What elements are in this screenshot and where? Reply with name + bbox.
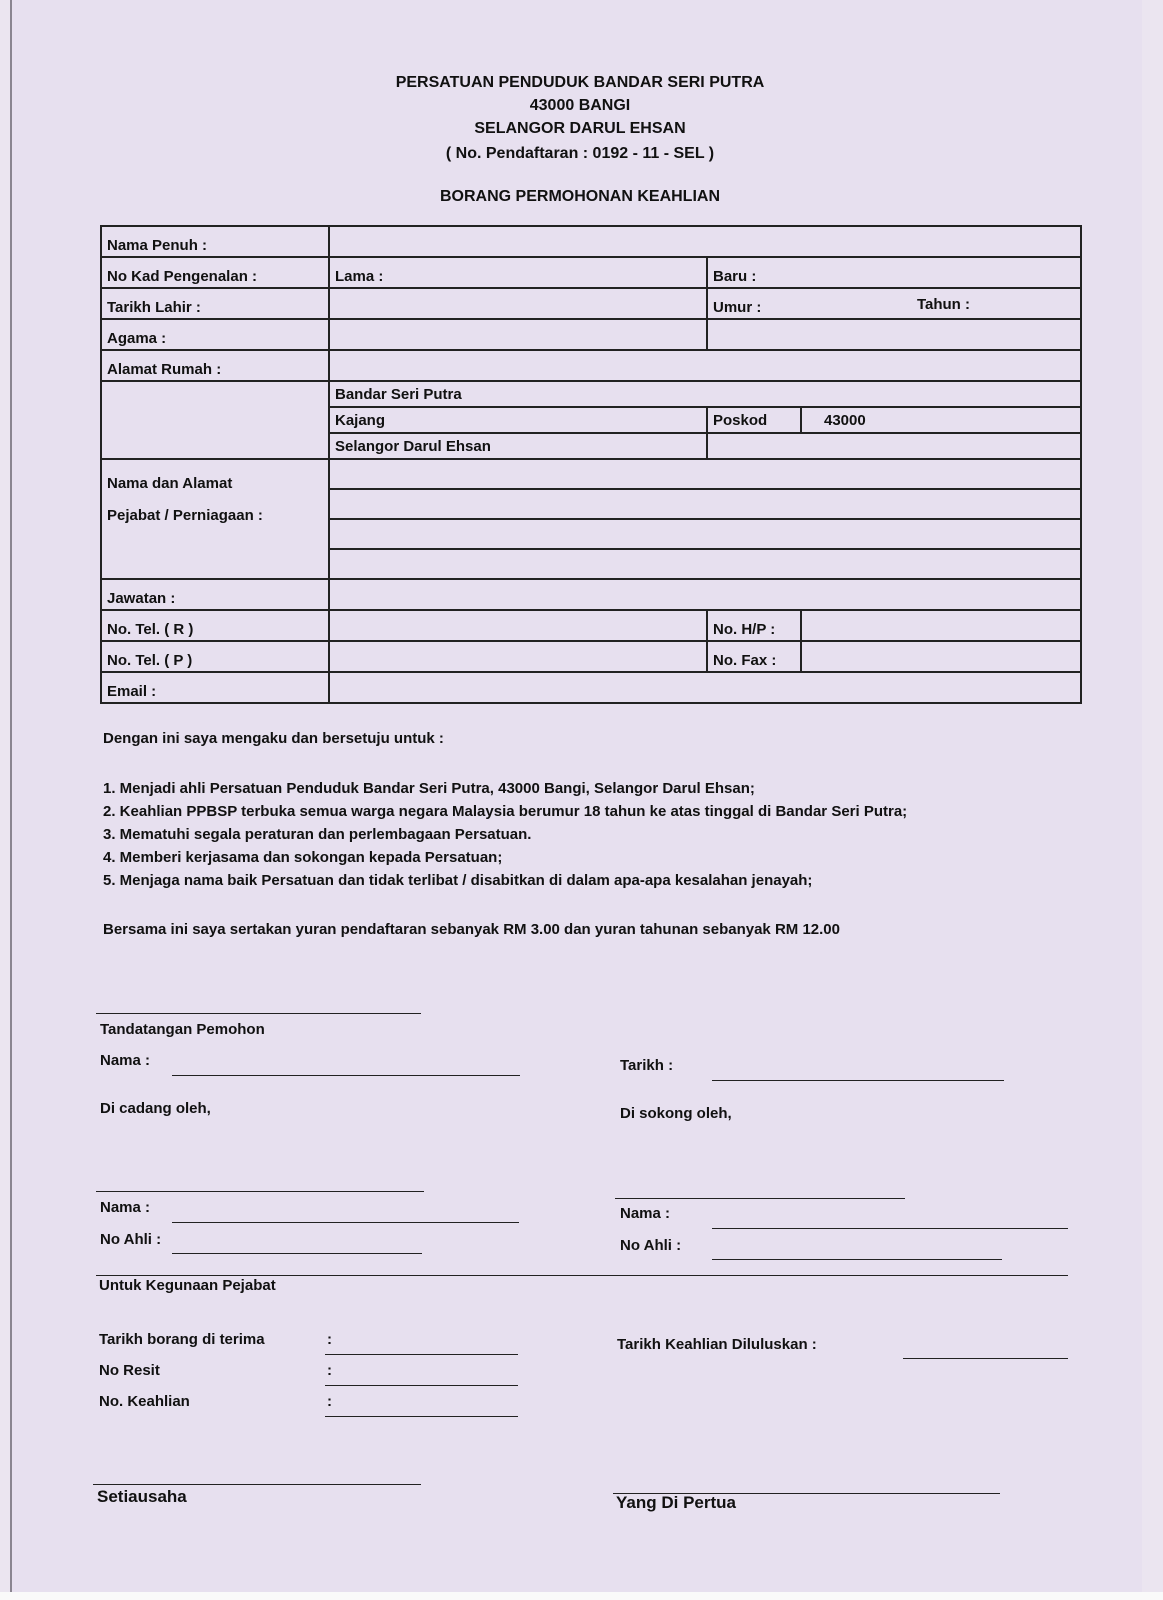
seconder-name-line[interactable] [712, 1228, 1068, 1229]
ic-label: No Kad Pengenalan : [101, 257, 329, 288]
row-home-address [101, 350, 1081, 381]
applicant-signature-label: Tandatangan Pemohon [100, 1021, 265, 1038]
tel-home-label: No. Tel. ( R ) [101, 610, 329, 641]
fee-statement: Bersama ini saya sertakan yuran pendaftaran sebanyak RM 3.00 dan yuran tahunan sebanyak RM 12.00 [103, 921, 840, 938]
registration-number: ( No. Pendaftaran : 0192 - 11 - SEL ) [445, 145, 715, 162]
proposer-name-label: Nama : [100, 1199, 151, 1216]
date-received-label: Tarikh borang di terima [99, 1331, 265, 1348]
seconder-member-no-line[interactable] [712, 1259, 1002, 1260]
years-label: Tahun : [916, 296, 970, 313]
religion-label: Agama : [101, 319, 329, 350]
office-address-field-3[interactable] [329, 519, 1081, 549]
office-address-field-4[interactable] [329, 549, 1081, 579]
age-label: Umur : [713, 299, 762, 316]
office-address-field-1[interactable] [329, 459, 1081, 489]
row-position [101, 579, 1081, 610]
office-address-label [101, 459, 329, 579]
dob-label: Tarikh Lahir : [101, 288, 329, 319]
row-full-name [101, 226, 1081, 257]
seconder-signature-line[interactable] [615, 1198, 905, 1199]
org-postcode-town: 43000 BANGI [529, 97, 631, 114]
applicant-name-label: Nama : [100, 1052, 151, 1069]
tel-home-field[interactable] [329, 610, 707, 641]
scan-edge [0, 1592, 1163, 1600]
proposer-member-no-line[interactable] [172, 1253, 422, 1254]
date-line[interactable] [712, 1080, 1004, 1081]
postcode-value: 43000 [801, 407, 1081, 433]
declaration-item: 4. Memberi kerjasama dan sokongan kepada Persatuan; [103, 849, 503, 866]
applicant-signature-line[interactable] [96, 1013, 421, 1014]
proposer-signature-line[interactable] [96, 1191, 424, 1192]
proposed-by-label: Di cadang oleh, [100, 1100, 211, 1117]
date-received-colon: : [327, 1331, 332, 1348]
form-title: BORANG PERMOHONAN KEAHLIAN [440, 188, 720, 205]
row-address-line-1 [101, 381, 1081, 407]
position-field[interactable] [329, 579, 1081, 610]
declaration-intro: Dengan ini saya mengaku dan bersetuju untuk : [103, 730, 444, 747]
seconded-by-label: Di sokong oleh, [620, 1105, 732, 1122]
office-use-title: Untuk Kegunaan Pejabat [99, 1277, 276, 1294]
approval-date-label: Tarikh Keahlian Diluluskan : [617, 1336, 817, 1353]
full-name-field[interactable] [329, 226, 1081, 257]
approval-date-line[interactable] [903, 1358, 1068, 1359]
secretary-signature-line[interactable] [93, 1484, 421, 1485]
office-use-divider [96, 1275, 1068, 1276]
address-label-spacer [101, 381, 329, 459]
office-address-label-line-1: Nama dan Alamat [107, 475, 233, 492]
receipt-no-colon: : [327, 1362, 332, 1379]
date-received-line[interactable] [325, 1354, 518, 1355]
ic-old-label: Lama : [335, 268, 384, 285]
handphone-field[interactable] [801, 610, 1081, 641]
date-label: Tarikh : [620, 1057, 674, 1074]
row-office-address-1 [101, 459, 1081, 489]
address-line-3: Selangor Darul Ehsan [329, 433, 707, 459]
receipt-no-line[interactable] [325, 1385, 518, 1386]
secretary-label: Setiausaha [97, 1487, 187, 1506]
home-address-label: Alamat Rumah : [101, 350, 329, 381]
address-line-2: Kajang [329, 407, 707, 433]
tel-office-label: No. Tel. ( P ) [101, 641, 329, 672]
home-address-field[interactable] [329, 350, 1081, 381]
declaration-item: 5. Menjaga nama baik Persatuan dan tidak terlibat / disabitkan di dalam apa-apa kesalahan jenayah; [103, 872, 813, 889]
age-field[interactable] [707, 288, 1081, 319]
religion-field[interactable] [329, 319, 707, 350]
proposer-name-line[interactable] [172, 1222, 519, 1223]
address-line-1: Bandar Seri Putra [329, 381, 1081, 407]
address-line-3-extra[interactable] [707, 433, 1081, 459]
office-address-field-2[interactable] [329, 489, 1081, 519]
full-name-label: Nama Penuh : [101, 226, 329, 257]
row-email [101, 672, 1081, 703]
tel-office-field[interactable] [329, 641, 707, 672]
email-label: Email : [101, 672, 329, 703]
handphone-label: No. H/P : [707, 610, 801, 641]
declaration-item: 1. Menjadi ahli Persatuan Penduduk Bandar Seri Putra, 43000 Bangi, Selangor Darul Ehsan; [103, 780, 755, 797]
declaration-item: 2. Keahlian PPBSP terbuka semua warga negara Malaysia berumur 18 tahun ke atas tinggal di Bandar Seri Putra; [103, 803, 908, 820]
org-name: PERSATUAN PENDUDUK BANDAR SERI PUTRA [395, 74, 765, 91]
office-address-label-line-2: Pejabat / Perniagaan : [107, 507, 263, 524]
membership-no-line[interactable] [325, 1416, 518, 1417]
dob-field[interactable] [329, 288, 707, 319]
declaration-item: 3. Mematuhi segala peraturan dan perlembagaan Persatuan. [103, 826, 532, 843]
religion-extra-field[interactable] [707, 319, 1081, 350]
membership-no-colon: : [327, 1393, 332, 1410]
receipt-no-label: No Resit [99, 1362, 160, 1379]
ic-new-label: Baru : [713, 268, 757, 285]
application-form-table [100, 225, 1082, 704]
org-state: SELANGOR DARUL EHSAN [474, 120, 686, 137]
row-tel-office [101, 641, 1081, 672]
row-religion [101, 319, 1081, 350]
postcode-label: Poskod [707, 407, 801, 433]
seconder-name-label: Nama : [620, 1205, 671, 1222]
ic-old-field[interactable] [329, 257, 707, 288]
ic-new-field[interactable] [707, 257, 1081, 288]
membership-no-label: No. Keahlian [99, 1393, 190, 1410]
seconder-member-no-label: No Ahli : [620, 1237, 682, 1254]
fax-label: No. Fax : [707, 641, 801, 672]
position-label: Jawatan : [101, 579, 329, 610]
email-field[interactable] [329, 672, 1081, 703]
applicant-name-line[interactable] [172, 1075, 520, 1076]
row-ic [101, 257, 1081, 288]
row-dob [101, 288, 1081, 319]
row-tel-home [101, 610, 1081, 641]
president-label: Yang Di Pertua [616, 1493, 736, 1512]
proposer-member-no-label: No Ahli : [100, 1231, 162, 1248]
fax-field[interactable] [801, 641, 1081, 672]
